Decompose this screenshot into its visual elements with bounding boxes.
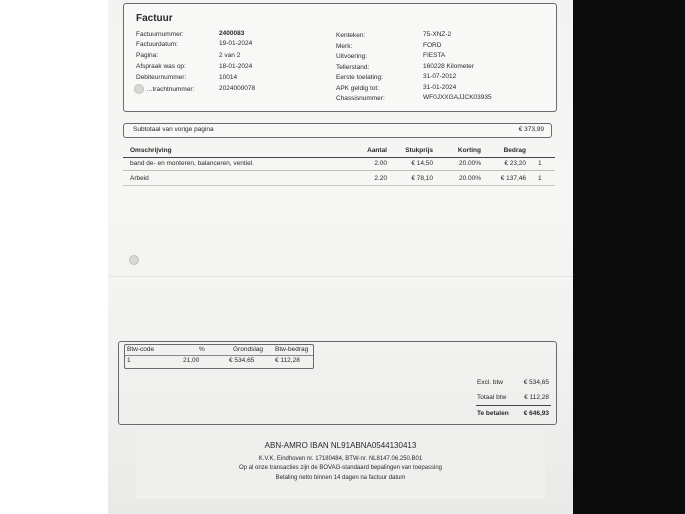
vat-code-header: Btw-code	[127, 346, 155, 353]
subtotal-label: Subtotaal van vorige pagina	[133, 126, 214, 133]
vat-amount-header: Btw-bedrag	[275, 346, 309, 353]
contract-value: 2024000078	[219, 85, 256, 92]
payment-terms: Betaling netto binnen 14 dagen na factuur datum	[275, 475, 406, 481]
subtotal-row	[123, 123, 552, 138]
invoice-title: Factuur	[136, 13, 173, 24]
col-unit-price-header: Stukprijs	[405, 147, 433, 154]
first-registration-value: 31-07-2012	[423, 73, 457, 80]
chassis-value: WF0JXXGAJJCK03935	[423, 94, 492, 101]
col-description-header: Omschrijving	[130, 147, 172, 154]
vat-totals-section	[118, 341, 557, 425]
line-2-discount: 20.00%	[458, 175, 481, 182]
model-label: Uitvoering:	[336, 53, 368, 60]
model-value: FIESTA	[423, 52, 446, 59]
background-left	[0, 0, 108, 514]
first-registration-label: Eerste toelating:	[336, 74, 383, 81]
appointment-value: 18-01-2024	[219, 63, 253, 70]
vat-table	[124, 344, 314, 369]
invoice-number-value: 2400083	[219, 30, 245, 37]
vat-pct-header: %	[199, 346, 205, 353]
totals-divider	[476, 405, 551, 406]
invoice-footer	[136, 427, 545, 499]
line-1-amount: € 23,20	[504, 160, 526, 167]
total-vat-value: € 112,28	[524, 394, 549, 401]
paper-fold	[108, 276, 573, 277]
invoice-page	[108, 0, 573, 514]
appointment-label: Afspraak was op:	[136, 63, 186, 70]
row-divider	[123, 170, 555, 171]
chamber-of-commerce: K.V.K. Eindhoven nr. 17180484, BTW-nr. NL8147.06.250.B01	[258, 456, 423, 462]
punch-hole	[134, 84, 144, 94]
invoice-date-label: Factuurdatum:	[136, 41, 178, 48]
invoice-header	[123, 3, 557, 112]
contract-label: …trachtnummer:	[146, 86, 195, 93]
row-divider	[123, 185, 555, 186]
line-1-quantity: 2.00	[374, 160, 387, 167]
page-value: 2 van 2	[219, 52, 241, 59]
col-quantity-header: Aantal	[367, 147, 387, 154]
total-vat-label: Totaal btw	[477, 394, 507, 401]
line-1-description: band de- en monteren, balanceren, ventiel.	[130, 160, 254, 167]
license-plate-label: Kenteken:	[336, 32, 366, 39]
amount-due-value: € 646,93	[523, 410, 549, 417]
page-label: Pagina:	[136, 52, 159, 59]
punch-hole	[129, 255, 139, 265]
line-2-unit-price: € 78,10	[411, 175, 433, 182]
vat-base-value: € 534,65	[229, 357, 255, 364]
subtotal-value: € 373,99	[518, 126, 544, 133]
license-plate-value: 75-XNZ-2	[423, 31, 452, 38]
chassis-label: Chassisnummer:	[336, 95, 385, 102]
vat-pct-value: 21,00	[183, 357, 200, 364]
invoice-date-value: 19-01-2024	[219, 40, 253, 47]
excl-vat-label: Excl. btw	[477, 379, 504, 386]
odometer-value: 160228 Kilometer	[423, 63, 474, 70]
invoice-number-label: Factuurnummer:	[136, 31, 184, 38]
apk-label: APK geldig tot:	[336, 85, 379, 92]
brand-label: Merk:	[336, 43, 353, 50]
brand-value: FORD	[423, 42, 442, 49]
excl-vat-value: € 534,65	[523, 379, 549, 386]
line-2-amount: € 137,46	[500, 175, 526, 182]
debtor-value: 10014	[219, 74, 238, 81]
bank-details: ABN-AMRO IBAN NL91ABNA0544130413	[264, 441, 417, 450]
apk-value: 31-01-2024	[423, 84, 457, 91]
line-2-vat-code: 1	[538, 175, 542, 182]
line-2-description: Arbeid	[130, 175, 149, 182]
vat-code-value: 1	[127, 357, 131, 364]
line-1-unit-price: € 14,50	[411, 160, 433, 167]
header-divider	[123, 157, 555, 158]
vat-table-divider	[125, 355, 313, 356]
line-1-vat-code: 1	[538, 160, 542, 167]
background-right	[573, 0, 685, 514]
line-1-discount: 20.00%	[458, 160, 481, 167]
vat-base-header: Grondslag	[233, 346, 263, 353]
amount-due-label: Te betalen	[477, 410, 509, 417]
col-discount-header: Korting	[457, 147, 481, 154]
debtor-label: Debiteurnummer:	[136, 74, 187, 81]
vat-amount-value: € 112,28	[275, 357, 300, 364]
line-2-quantity: 2.20	[374, 175, 387, 182]
terms-notice: Op al onze transacties zijn de BOVAG-standaard bepalingen van toepassing	[238, 465, 442, 471]
odometer-label: Tellerstand:	[336, 64, 370, 71]
col-amount-header: Bedrag	[503, 147, 526, 154]
